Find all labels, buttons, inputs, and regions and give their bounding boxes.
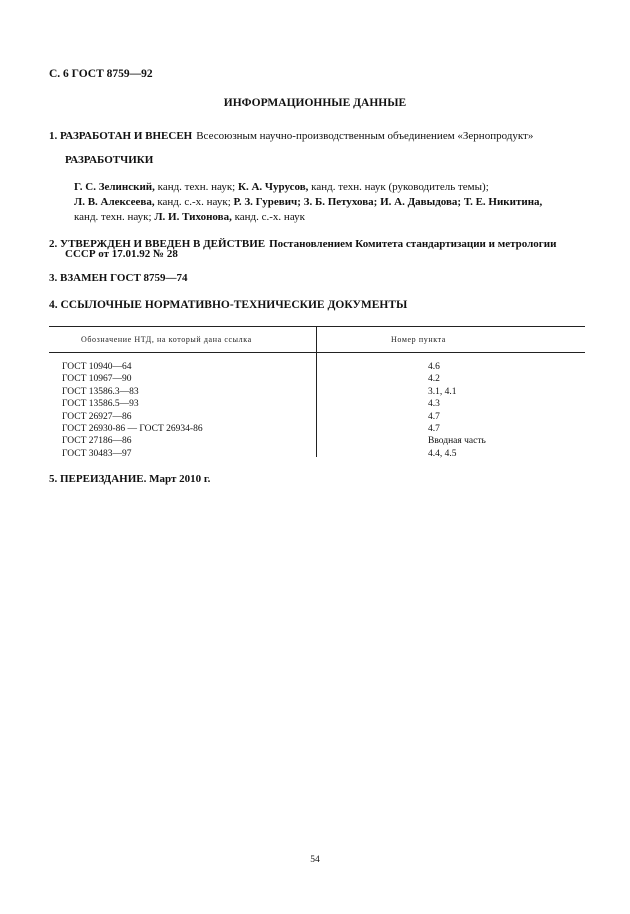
developer-name: Р. З. Гуревич; З. Б. Петухова; И. А. Давыдова; Т. Е. Никитина, bbox=[233, 196, 543, 208]
section-3: 3. ВЗАМЕН ГОСТ 8759—74 bbox=[49, 272, 188, 284]
developer-degree: канд. с.-х. наук; bbox=[154, 196, 234, 208]
section-2-text: Постановлением Комитета стандартизации и метрологии bbox=[269, 238, 557, 250]
developers-heading: РАЗРАБОТЧИКИ bbox=[65, 154, 154, 166]
developer-name: К. А. Чурусов, bbox=[237, 181, 309, 193]
developers-list bbox=[74, 180, 584, 225]
table-cell-ntd: ГОСТ 26930-86 — ГОСТ 26934-86 bbox=[62, 424, 203, 434]
table-header-ntd: Обозначение НТД, на который дана ссылка bbox=[81, 335, 252, 344]
table-cell-item: Вводная часть bbox=[428, 436, 486, 447]
table-top-border bbox=[49, 326, 585, 327]
developers-line bbox=[74, 195, 584, 210]
developer-degree: канд. техн. наук (руководитель темы); bbox=[308, 181, 489, 193]
section-1-label: 1. РАЗРАБОТАН И ВНЕСЕН bbox=[49, 130, 193, 142]
table-cell-item: 4.4, 4.5 bbox=[428, 448, 457, 459]
section-1 bbox=[49, 126, 533, 144]
table-cell-ntd: ГОСТ 13586.3—83 bbox=[62, 386, 139, 397]
developer-name: Г. С. Зелинский, bbox=[74, 181, 155, 193]
developer-degree: канд. с.-х. наук bbox=[231, 211, 305, 223]
table-column-divider bbox=[316, 326, 317, 457]
table-cell-item: 4.7 bbox=[428, 411, 440, 422]
table-header-border bbox=[49, 352, 585, 353]
section-1-text: Всесоюзным научно-производственным объединением «Зернопродукт» bbox=[196, 130, 534, 142]
page-header: С. 6 ГОСТ 8759—92 bbox=[49, 68, 153, 80]
developer-degree: канд. техн. наук; bbox=[154, 181, 238, 193]
section-5: 5. ПЕРЕИЗДАНИЕ. Март 2010 г. bbox=[49, 473, 211, 485]
table-cell-item: 4.6 bbox=[428, 362, 440, 372]
table-cell-ntd: ГОСТ 26927—86 bbox=[62, 411, 132, 422]
developer-degree: канд. техн. наук; bbox=[74, 211, 155, 223]
table-header-item: Номер пункта bbox=[391, 335, 446, 344]
table-cell-item: 3.1, 4.1 bbox=[428, 386, 457, 397]
table-cell-ntd: ГОСТ 13586.5—93 bbox=[62, 399, 139, 410]
developer-name: Л. И. Тихонова, bbox=[154, 211, 232, 223]
section-4: 4. ССЫЛОЧНЫЕ НОРМАТИВНО-ТЕХНИЧЕСКИЕ ДОКУМЕНТЫ bbox=[49, 299, 408, 311]
developers-line bbox=[74, 180, 584, 195]
page-title: ИНФОРМАЦИОННЫЕ ДАННЫЕ bbox=[223, 97, 407, 109]
page-number: 54 bbox=[310, 855, 320, 865]
developers-line bbox=[74, 210, 584, 225]
table-cell-ntd: ГОСТ 10967—90 bbox=[62, 374, 132, 385]
table-cell-item: 4.3 bbox=[428, 399, 440, 410]
table-cell-ntd: ГОСТ 10940—64 bbox=[62, 362, 132, 372]
table-cell-item: 4.7 bbox=[428, 424, 440, 434]
table-cell-ntd: ГОСТ 30483—97 bbox=[62, 448, 132, 459]
developer-name: Л. В. Алексеева, bbox=[74, 196, 155, 208]
table-cell-ntd: ГОСТ 27186—86 bbox=[62, 436, 132, 447]
section-2-line2: СССР от 17.01.92 № 28 bbox=[65, 248, 178, 260]
section-2-label: 2. УТВЕРЖДЕН И ВВЕДЕН В ДЕЙСТВИЕ bbox=[49, 238, 266, 250]
table-cell-item: 4.2 bbox=[428, 374, 440, 385]
